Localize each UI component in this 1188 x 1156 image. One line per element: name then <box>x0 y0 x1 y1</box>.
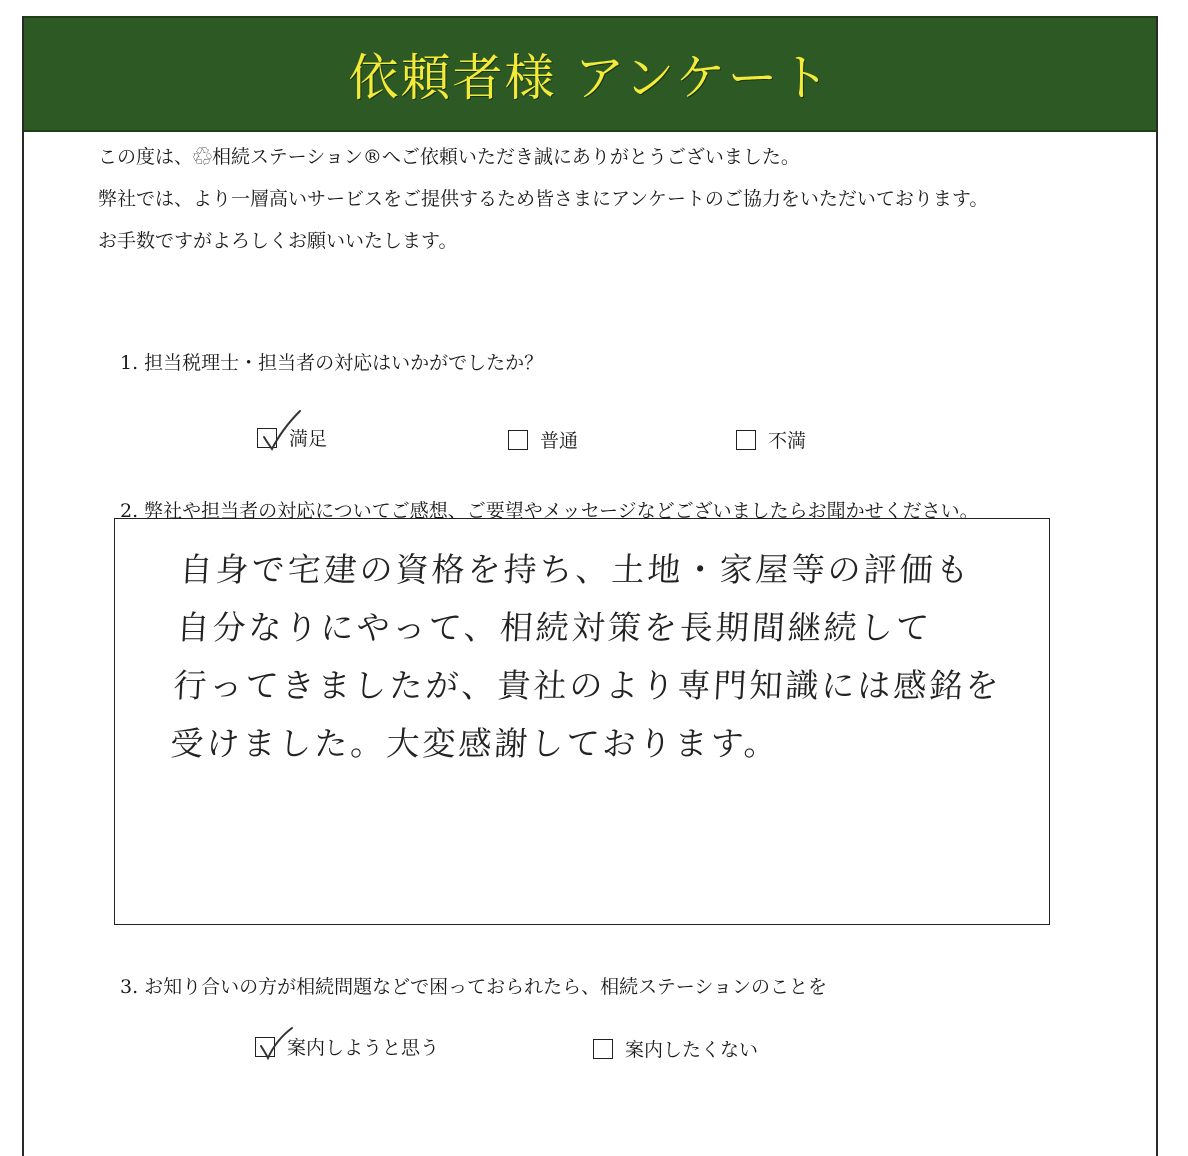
q3-option-label: 案内しようと思う <box>287 1037 440 1059</box>
q1-option-label: 不満 <box>768 430 807 452</box>
checkbox-checked[interactable] <box>257 428 277 448</box>
q1-option-dissatisfied[interactable] <box>736 426 806 453</box>
check-mark-icon <box>258 1024 298 1064</box>
answer-line: 行ってきましたが、貴社のより専門知識には感銘を <box>172 666 1003 705</box>
checkbox[interactable] <box>736 430 756 450</box>
answer-line: 自身で宅建の資格を持ち、土地・家屋等の評価も <box>178 550 973 589</box>
handwritten-answer <box>169 541 1009 773</box>
checkbox-checked[interactable] <box>255 1037 275 1057</box>
q1-option-average[interactable] <box>508 426 578 453</box>
check-mark-icon <box>260 407 310 457</box>
intro-text <box>98 136 988 262</box>
answer-line: 受けました。大変感謝しております。 <box>169 724 781 763</box>
q3-option-label: 案内したくない <box>625 1039 759 1061</box>
comment-box[interactable] <box>114 518 1050 925</box>
q1-option-satisfied[interactable] <box>257 424 327 451</box>
checkbox[interactable] <box>508 430 528 450</box>
question-1: 1. 担当税理士・担当者の対応はいかがでしたか？ <box>120 352 544 374</box>
question-3: 3. お知り合いの方が相続問題などで困っておられたら、相続ステーションのことを <box>120 976 828 998</box>
q1-option-label: 満足 <box>289 428 328 450</box>
question-2: 2. 弊社や担当者の対応についてご感想、ご要望やメッセージなどございましたらお聞かせください。 <box>120 500 979 522</box>
intro-line-3: お手数ですがよろしくお願いいたします。 <box>98 230 458 252</box>
intro-line-1: この度は、♲相続ステーション®へご依頼いただき誠にありがとうございました。 <box>98 146 800 168</box>
intro-line-2: 弊社では、より一層高いサービスをご提供するため皆さまにアンケートのご協力をいただいております。 <box>98 188 989 210</box>
checkbox[interactable] <box>593 1039 613 1059</box>
q1-option-label: 普通 <box>540 430 579 452</box>
q3-option-will-not-recommend[interactable] <box>593 1035 758 1062</box>
answer-line: 自分なりにやって、相続対策を長期間継続して <box>175 608 933 647</box>
q3-option-will-recommend[interactable] <box>255 1033 439 1060</box>
survey-title: 依頼者様 アンケート <box>348 49 832 107</box>
title-banner <box>24 16 1156 132</box>
